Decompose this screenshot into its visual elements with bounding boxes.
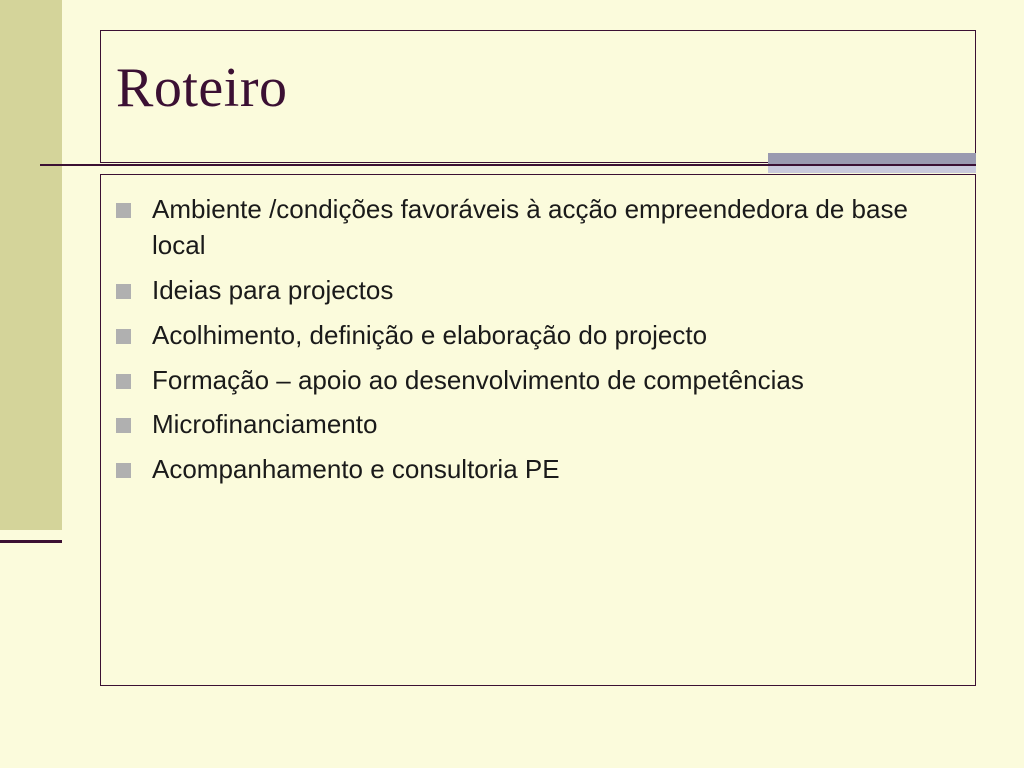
list-item-text: Microfinanciamento: [152, 409, 378, 440]
slide-title: Roteiro: [116, 57, 288, 119]
list-item: [116, 318, 966, 354]
square-bullet-icon: [116, 203, 131, 218]
square-bullet-icon: [116, 329, 131, 344]
square-bullet-icon: [116, 284, 131, 299]
list-item-text: Ambiente /condições favoráveis à acção empreendedora de base local: [152, 194, 908, 260]
left-band-rule: [0, 540, 62, 543]
list-item: [116, 363, 966, 399]
accent-bar-dark: [768, 153, 976, 164]
square-bullet-icon: [116, 418, 131, 433]
square-bullet-icon: [116, 374, 131, 389]
list-item: [116, 192, 966, 264]
list-item-text: Formação – apoio ao desenvolvimento de competências: [152, 364, 804, 395]
left-decorative-band: [0, 0, 62, 530]
list-item: [116, 452, 966, 488]
list-item-text: Acolhimento, definição e elaboração do projecto: [152, 319, 708, 350]
accent-bar-light: [768, 166, 976, 173]
bullet-list: [116, 192, 966, 497]
list-item-text: Acompanhamento e consultoria PE: [152, 454, 560, 485]
list-item-text: Ideias para projectos: [152, 274, 394, 305]
square-bullet-icon: [116, 463, 131, 478]
list-item: [116, 407, 966, 443]
list-item: [116, 273, 966, 309]
